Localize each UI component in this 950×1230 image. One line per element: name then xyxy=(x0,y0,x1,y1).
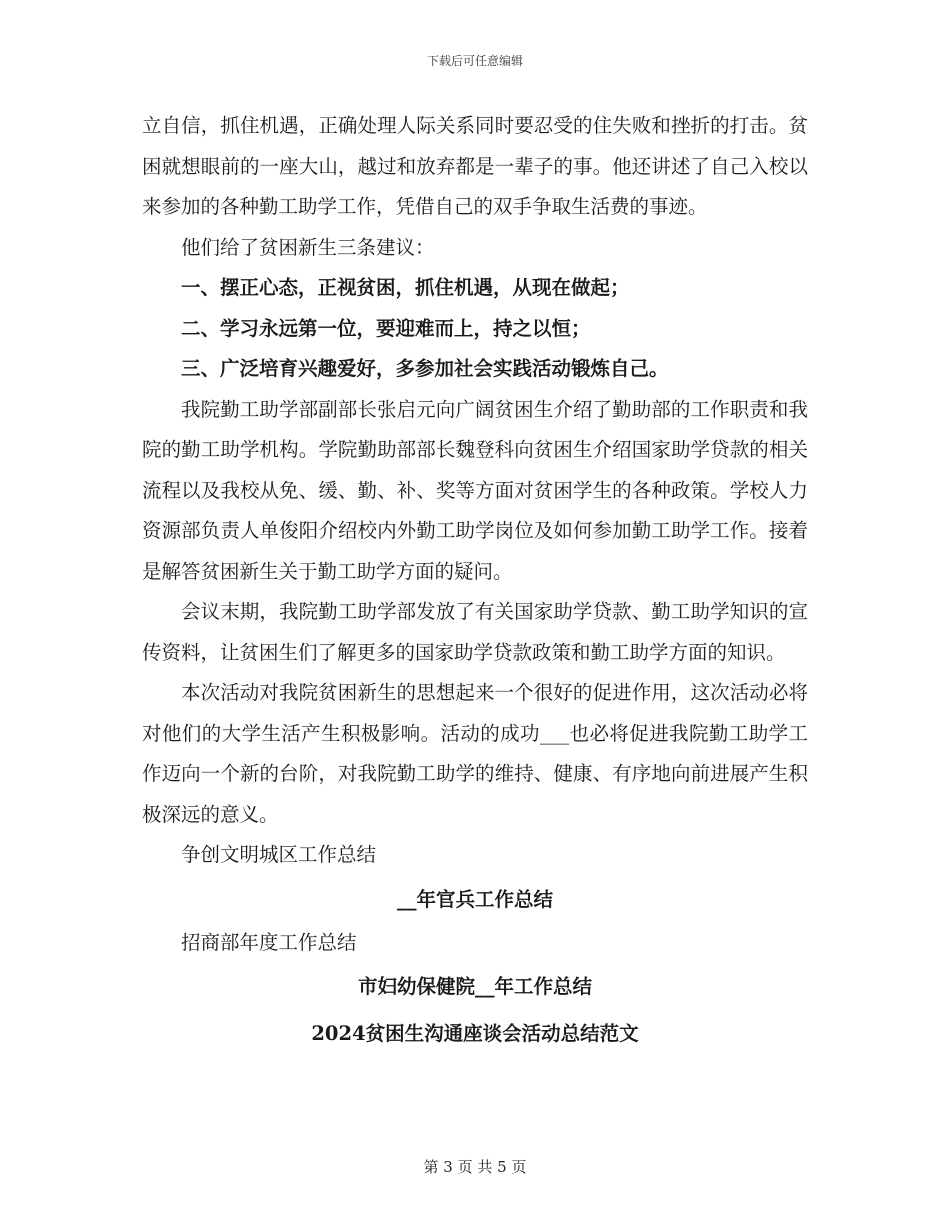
suggestion-item-2: 二、学习永远第一位，要迎难而上，持之以恒； xyxy=(181,316,591,340)
paragraph-department-intro: 我院勤工助学部副部长张启元向广阔贫困生介绍了勤助部的工作职责和我院的勤工助学机构。学院勤助部部长魏登科向贫困生介绍国家助学贷款的相关流程以及我校从免、缓、勤、补、奖等方面对贫困学生的各种政策。学校人力资源部负责人单俊阳介绍校内外勤工助学岗位及如何参加勤工助学工作。接着是解答贫困新生关于勤工助学方面的疑问。 xyxy=(142,397,808,583)
related-article-title-4[interactable]: 市妇幼保健院__年工作总结 xyxy=(357,975,592,998)
document-body xyxy=(142,106,808,1057)
related-article-title-5[interactable]: 2024贫困生沟通座谈会活动总结范文 xyxy=(311,1022,639,1045)
related-article-title-2[interactable]: __年官兵工作总结 xyxy=(396,887,553,911)
related-article-link-3[interactable]: 招商部年度工作总结 xyxy=(181,930,357,954)
suggestion-item-3: 三、广泛培育兴趣爱好，多参加社会实践活动锻炼自己。 xyxy=(181,357,669,380)
paragraph-conclusion: 本次活动对我院贫困新生的思想起来一个很好的促进作用，这次活动必将对他们的大学生活产生积极影响。活动的成功___也必将促进我院勤工助学工作迈向一个新的台阶，对我院勤工助学的维持、健康、有序地向前进展产生积极深远的意义。 xyxy=(142,681,808,826)
page-header: 下载后可任意编辑 xyxy=(426,54,523,68)
paragraph-meeting-end: 会议末期，我院勤工助学部发放了有关国家助学贷款、勤工助学知识的宣传资料，让贫困生们了解更多的国家助学贷款政策和勤工助学方面的知识。 xyxy=(142,600,808,664)
related-article-link-1[interactable]: 争创文明城区工作总结 xyxy=(181,843,377,866)
paragraph-suggestions-intro: 他们给了贫困新生三条建议： xyxy=(181,235,435,259)
paragraph-intro: 立自信，抓住机遇，正确处理人际关系同时要忍受的住失败和挫折的打击。贫困就想眼前的一座大山，越过和放弃都是一辈子的事。他还讲述了自己入校以来参加的各种勤工助学工作，凭借自己的双手争取生活费的事迹。 xyxy=(142,114,808,218)
suggestion-item-1: 一、摆正心态，正视贫困，抓住机遇，从现在做起； xyxy=(181,276,630,299)
page-number: 第 3 页 共 5 页 xyxy=(423,1158,527,1176)
